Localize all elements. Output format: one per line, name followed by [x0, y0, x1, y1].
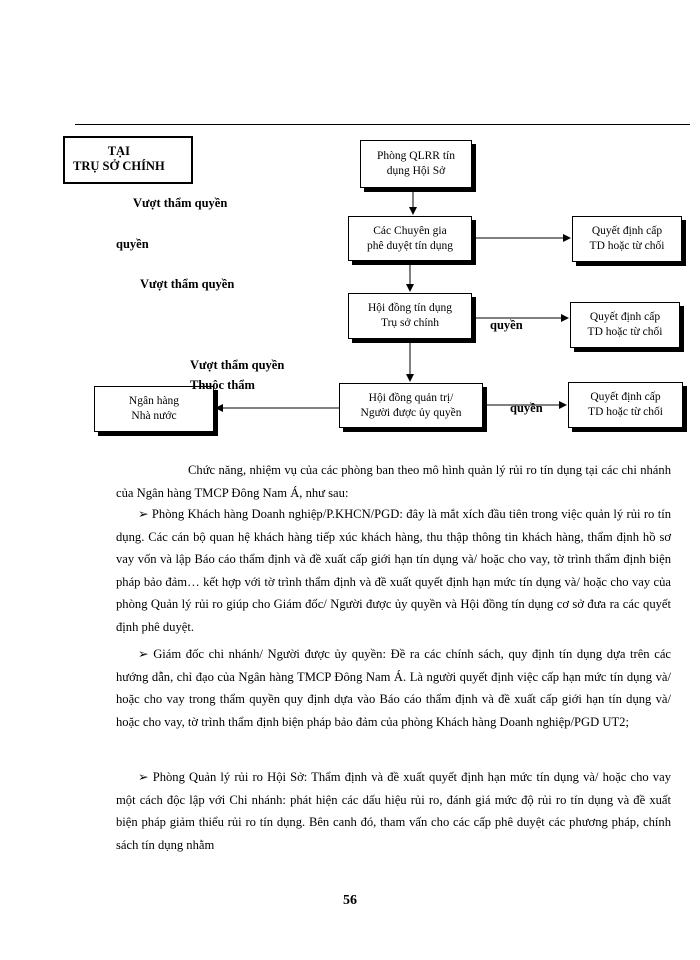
risk-dept-box: Phòng QLRR tín dụng Hội Sở: [360, 140, 472, 188]
label-exceed-authority-2: Vượt thẩm quyền: [140, 277, 235, 291]
decision-box-1: Quyết định cấp TD hoặc từ chối: [572, 216, 682, 262]
label-under-authority: Thuộc thẩm: [190, 378, 255, 392]
intro-text: Chức năng, nhiệm vụ của các phòng ban theo mô hình quản lý rủi ro tín dụng tại các chi nhánh của Ngân hàng TMCP Đông Nam Á, như sau:: [116, 463, 671, 500]
bullet-paragraph-1: [116, 503, 671, 638]
board-box: Hội đồng quản trị/ Người được ủy quyền: [339, 383, 483, 428]
bullet-text-1: Phòng Khách hàng Doanh nghiệp/P.KHCN/PGD: đây là mắt xích đầu tiên trong việc quản lý rủi ro tín dụng. Các cán bộ quan hệ khách hàng tiếp xúc khách hàng, thu thập thông tin khách hàng, thẩm định hồ sơ vay vốn và lập Báo cáo thẩm định và đề xuất cấp giới hạn tín dụng và/ hoặc cho vay, tờ trình thẩm định biện pháp bảo đảm… kết hợp với tờ trình thẩm định và đề xuất quyết định hạn mức tín dụng và/ hoặc cho vay của phòng Quản lý rủi ro giúp cho Giám đốc/ Người được ủy quyền và Hội đồng tín dụng cơ sở đưa ra các quyết định phê duyệt.: [116, 507, 671, 634]
bullet-icon: ➢: [138, 770, 149, 784]
credit-experts-box: Các Chuyên gia phê duyệt tín dụng: [348, 216, 472, 261]
page-number: 56: [343, 893, 357, 908]
hq-label-box: TẠI TRỤ SỞ CHÍNH: [63, 136, 193, 184]
bullet-text-2: Giám đốc chi nhánh/ Người được ủy quyền: Đề ra các chính sách, quy định tín dụng dựa trên các hướng dẫn, chỉ đạo của Ngân hàng TMCP Đông Nam Á. Là người quyết định việc cấp hạn mức tín dụng và/ hoặc cho vay trong thẩm quyền quy định dựa vào Báo cáo thẩm định và đề xuất cấp giới hạn tín dụng và/ hoặc cho vay, tờ trình thẩm định biện pháp bảo đảm của phòng Khách hàng Doanh nghiệp/PGD UT2;: [116, 647, 671, 729]
bullet-text-3: Phòng Quản lý rủi ro Hội Sở: Thẩm định và đề xuất quyết định hạn mức tín dụng và/ hoặc cho vay một cách độc lập với Chi nhánh: phát hiện các dấu hiệu rủi ro, đánh giá mức độ rủi ro tín dụng và đề xuất biện pháp giảm thiểu rủi ro tín dụng. Bên canh đó, tham vấn cho các cấp phê duyệt các phương pháp, chính sách tín dụng nhằm: [116, 770, 671, 852]
label-authority-2: quyền: [490, 318, 523, 332]
decision-box-3: Quyết định cấp TD hoặc từ chối: [568, 382, 683, 428]
label-exceed-authority-3: Vượt thẩm quyền: [190, 358, 285, 372]
bullet-paragraph-2: [116, 643, 671, 733]
bullet-icon: ➢: [138, 507, 149, 521]
intro-paragraph: [116, 459, 671, 504]
label-exceed-authority-1: Vượt thẩm quyền: [133, 196, 228, 210]
state-bank-box: Ngân hàng Nhà nước: [94, 386, 214, 432]
label-authority-1: quyền: [116, 237, 149, 251]
bullet-paragraph-3: [116, 766, 671, 856]
decision-box-2: Quyết định cấp TD hoặc từ chối: [570, 302, 680, 348]
hq-credit-council-box: Hội đồng tín dụng Trụ sở chính: [348, 293, 472, 339]
label-authority-3: quyền: [510, 401, 543, 415]
bullet-icon: ➢: [138, 647, 149, 661]
